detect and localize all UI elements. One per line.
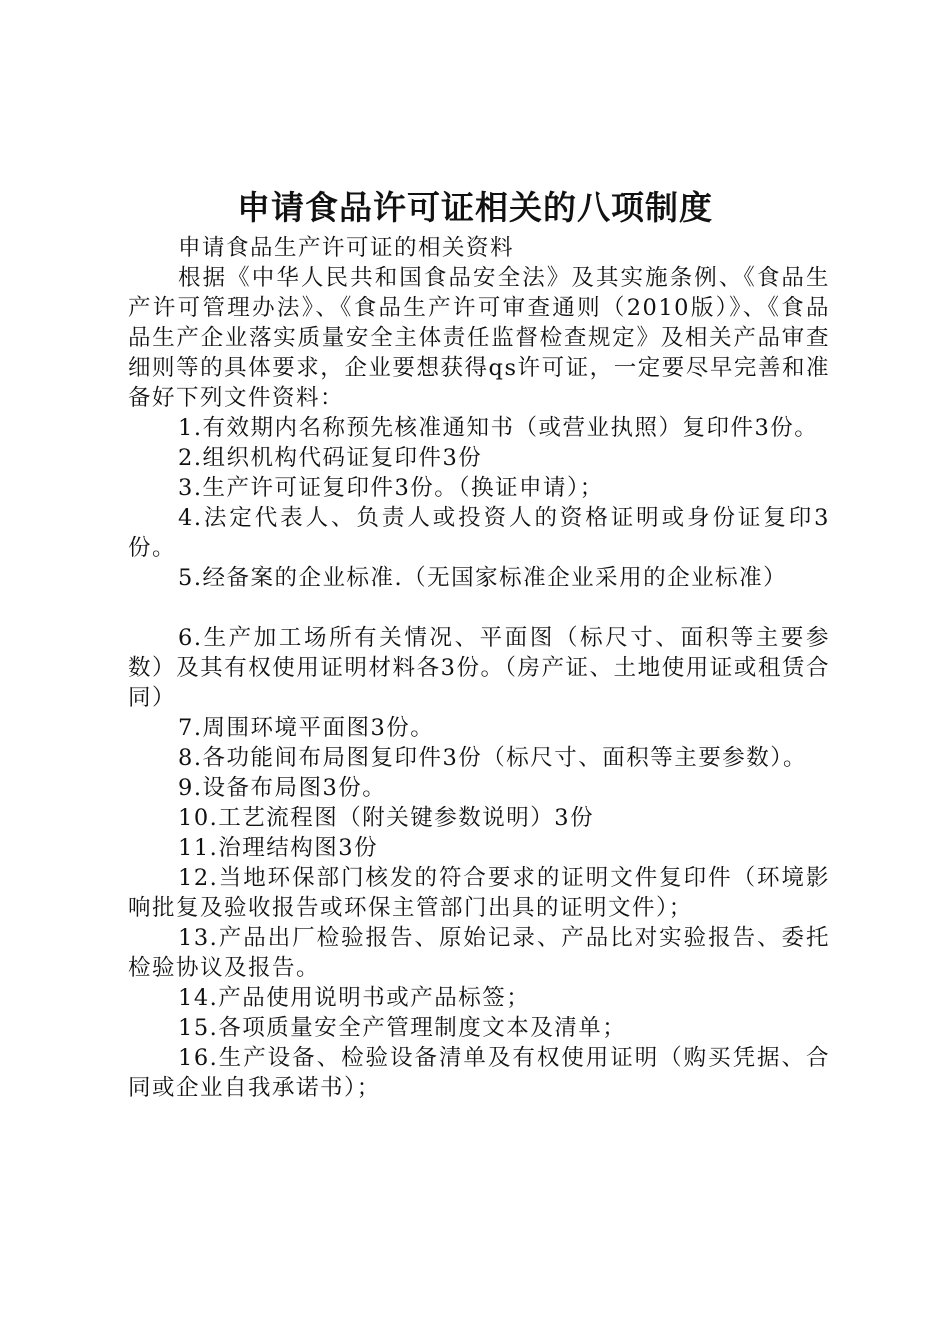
list-item-6: 6.生产加工场所有关情况、平面图（标尺寸、面积等主要参数）及其有权使用证明材料各3份。（房产证、土地使用证或租赁合同） (128, 625, 830, 711)
list-item-2: 2.组织机构代码证复印件3份 (178, 445, 483, 471)
intro-paragraph: 根据《中华人民共和国食品安全法》及其实施条例、《食品生产许可管理办法》、《食品生产许可审查通则（2010版）》、《食品品生产企业落实质量安全主体责任监督检查规定》及相关产品审查细则等的具体要求，企业要想获得qs许可证，一定要尽早完善和准备好下列文件资料： (128, 265, 830, 411)
document-body (128, 233, 830, 1103)
list-item-8: 8.各功能间布局图复印件3份（标尺寸、面积等主要参数）。 (178, 745, 808, 771)
list-item-12: 12.当地环保部门核发的符合要求的证明文件复印件（环境影响批复及验收报告或环保主管部门出具的证明文件）； (128, 865, 830, 921)
list-item-3: 3.生产许可证复印件3份。（换证申请）； (178, 475, 604, 501)
list-item-10: 10.工艺流程图（附关键参数说明）3份 (178, 805, 595, 831)
blank-line (128, 593, 830, 623)
document-subtitle: 申请食品生产许可证的相关资料 (178, 235, 515, 261)
list-item-5: 5.经备案的企业标准.（无国家标准企业采用的企业标准） (178, 565, 788, 591)
list-item-4: 4.法定代表人、负责人或投资人的资格证明或身份证复印3份。 (128, 505, 830, 561)
list-item-13: 13.产品出厂检验报告、原始记录、产品比对实验报告、委托检验协议及报告。 (128, 925, 830, 981)
list-item-11: 11.治理结构图3份 (178, 835, 379, 861)
document-title: 申请食品许可证相关的八项制度 (237, 188, 713, 227)
list-item-14: 14.产品使用说明书或产品标签； (178, 985, 531, 1011)
list-item-16: 16.生产设备、检验设备清单及有权使用证明（购买凭据、合同或企业自我承诺书）； (128, 1045, 830, 1101)
list-item-9: 9.设备布局图3份。 (178, 775, 387, 801)
list-item-7: 7.周围环境平面图3份。 (178, 715, 435, 741)
list-item-15: 15.各项质量安全产管理制度文本及清单； (178, 1015, 627, 1041)
list-item-1: 1.有效期内名称预先核准通知书（或营业执照）复印件3份。 (178, 415, 819, 441)
